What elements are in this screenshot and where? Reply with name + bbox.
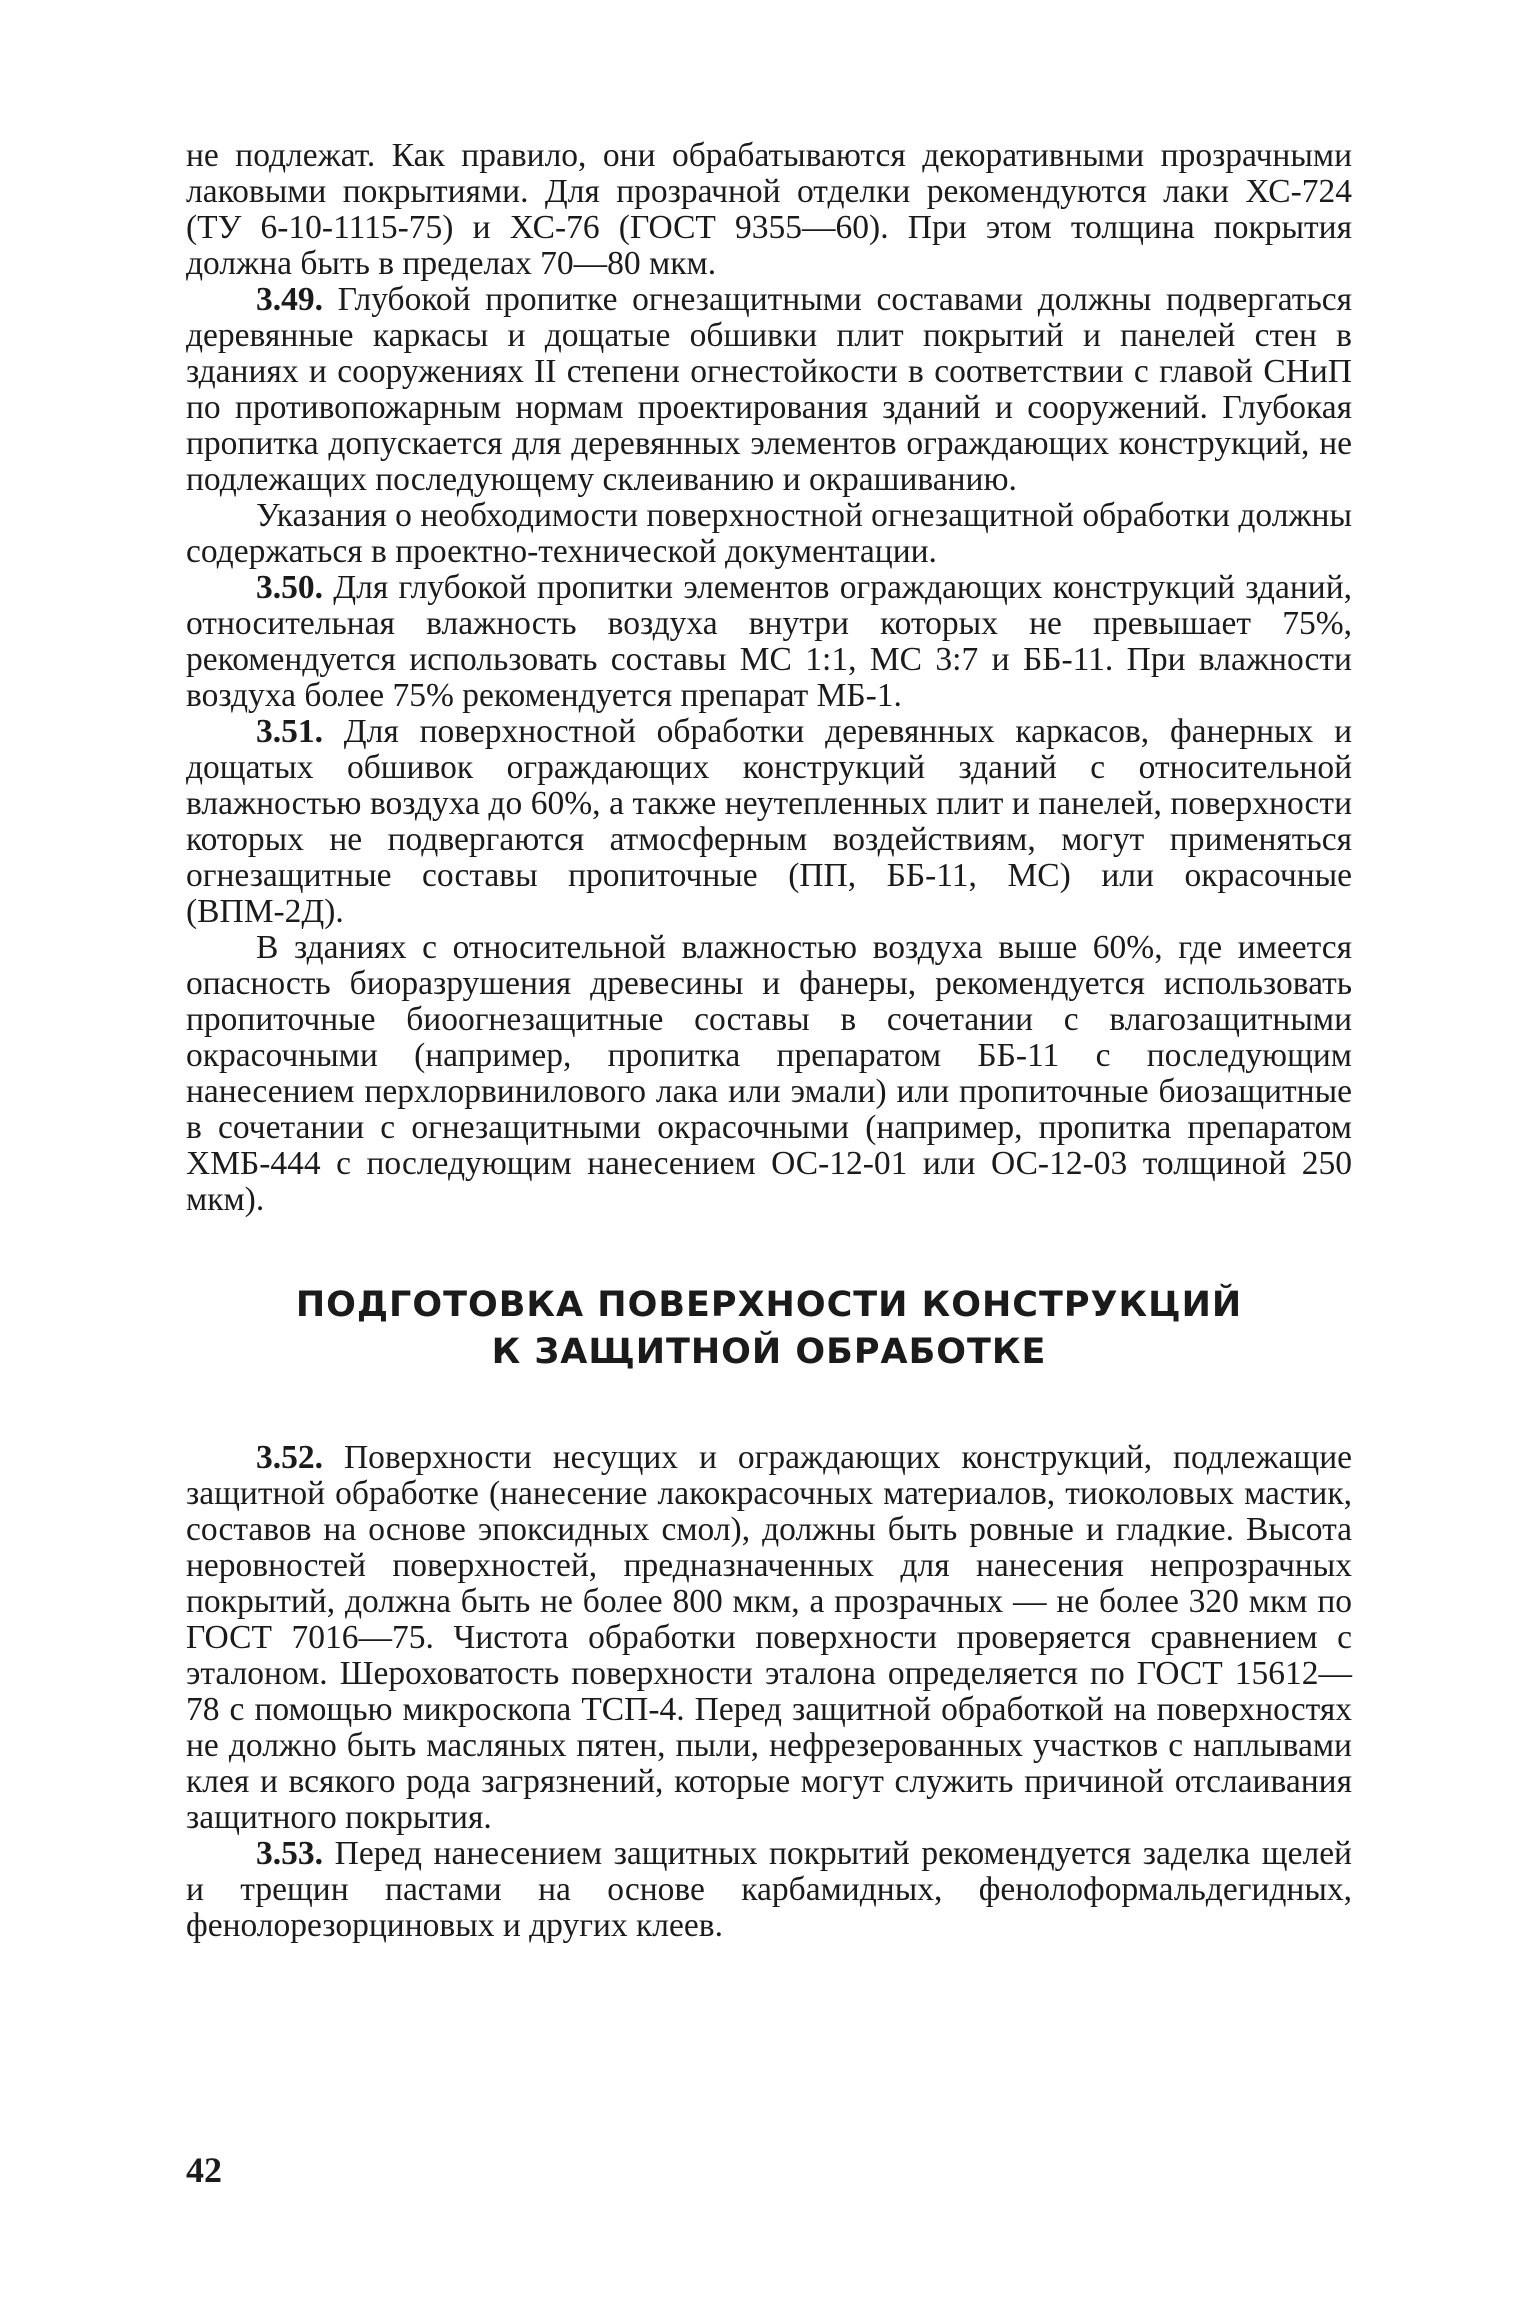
paragraph-3-50 xyxy=(186,570,1352,714)
paragraph-text: Перед нанесением защитных покрытий рекомендуется заделка щелей и трещин пастами на основе карбамидных, фенолоформальдегидных, фенолорезорциновых и других клеев. xyxy=(186,1835,1352,1944)
page-number: 42 xyxy=(186,2150,222,2190)
paragraph-text: Глубокой пропитке огнезащитными составами должны подвергаться деревянные каркасы и дощатые обшивки плит покрытий и панелей стен в зданиях и сооружениях II степени огнестойкости в соответствии с главой СНиП по противопожарным нормам проектирования зданий и сооружений. Глубокая пропитка допускается для деревянных элементов ограждающих конструкций, не подлежащих последующему склеиванию и окрашиванию. xyxy=(186,281,1352,498)
clause-number: 3.49. xyxy=(256,281,323,318)
paragraph-text: не подлежат. Как правило, они обрабатываются декоративными прозрачными лаковыми покрытиями. Для прозрачной отделки рекомендуются лаки ХС-724 (ТУ 6-10-1115-75) и ХС-76 (ГОСТ 9355—60). При этом толщина покрытия должна быть в пределах 70—80 мкм. xyxy=(186,137,1352,282)
clause-number: 3.52. xyxy=(256,1439,323,1476)
section-heading xyxy=(186,1282,1352,1376)
document-page xyxy=(186,138,1352,2248)
paragraph-text: Для глубокой пропитки элементов ограждающих конструкций зданий, относительная влажность воздуха внутри которых не превышает 75%, рекомендуется использовать составы МС 1:1, МС 3:7 и ББ-11. При влажности воздуха более 75% рекомендуется препарат МБ-1. xyxy=(186,569,1352,714)
paragraph-3-51 xyxy=(186,714,1352,930)
paragraph-text: Указания о необходимости поверхностной огнезащитной обработки должны содержаться в проектно-технической документации. xyxy=(186,497,1352,570)
paragraph-3-52 xyxy=(186,1440,1352,1836)
paragraph-humidity xyxy=(186,930,1352,1218)
paragraph-text: Поверхности несущих и ограждающих конструкций, подлежащие защитной обработке (нанесение лакокрасочных материалов, тиоколовых мастик, составов на основе эпоксидных смол), должны быть ровные и гладкие. Высота неровностей поверхностей, предназначенных для нанесения непрозрачных покрытий, должна быть не более 800 мкм, а прозрачных — не более 320 мкм по ГОСТ 7016—75. Чистота обработки поверхности проверяется сравнением с эталоном. Шероховатость поверхности эталона определяется по ГОСТ 15612—78 с помощью микроскопа ТСП-4. Перед защитной обработкой на поверхностях не должно быть масляных пятен, пыли, нефрезерованных участков с наплывами клея и всякого рода загрязнений, которые могут служить причиной отслаивания защитного покрытия. xyxy=(186,1439,1352,1836)
clause-number: 3.53. xyxy=(256,1835,323,1872)
section-heading-line-2: К ЗАЩИТНОЙ ОБРАБОТКЕ xyxy=(491,1332,1047,1372)
paragraph-3-49 xyxy=(186,282,1352,498)
paragraph-text: Для поверхностной обработки деревянных каркасов, фанерных и дощатых обшивок ограждающих конструкций зданий с относительной влажностью воздуха до 60%, а также неутепленных плит и панелей, поверхности которых не подвергаются атмосферным воздействиям, могут применяться огнезащитные составы пропиточные (ПП, ББ-11, МС) или окрасочные (ВПМ-2Д). xyxy=(186,713,1352,930)
clause-number: 3.50. xyxy=(256,569,323,606)
clause-number: 3.51. xyxy=(256,713,323,750)
paragraph-text: В зданиях с относительной влажностью воздуха выше 60%, где имеется опасность биоразрушения древесины и фанеры, рекомендуется использовать пропиточные биоогнезащитные составы в сочетании с влагозащитными окрасочными (например, пропитка препаратом ББ-11 с последующим нанесением перхлорвинилового лака или эмали) или пропиточные биозащитные в сочетании с огнезащитными окрасочными (например, пропитка препаратом ХМБ-444 с последующим нанесением ОС-12-01 или ОС-12-03 толщиной 250 мкм). xyxy=(186,929,1352,1218)
paragraph-continuation xyxy=(186,138,1352,282)
section-heading-line-1: ПОДГОТОВКА ПОВЕРХНОСТИ КОНСТРУКЦИЙ xyxy=(295,1285,1243,1325)
paragraph-3-53 xyxy=(186,1836,1352,1944)
paragraph-instructions xyxy=(186,498,1352,570)
